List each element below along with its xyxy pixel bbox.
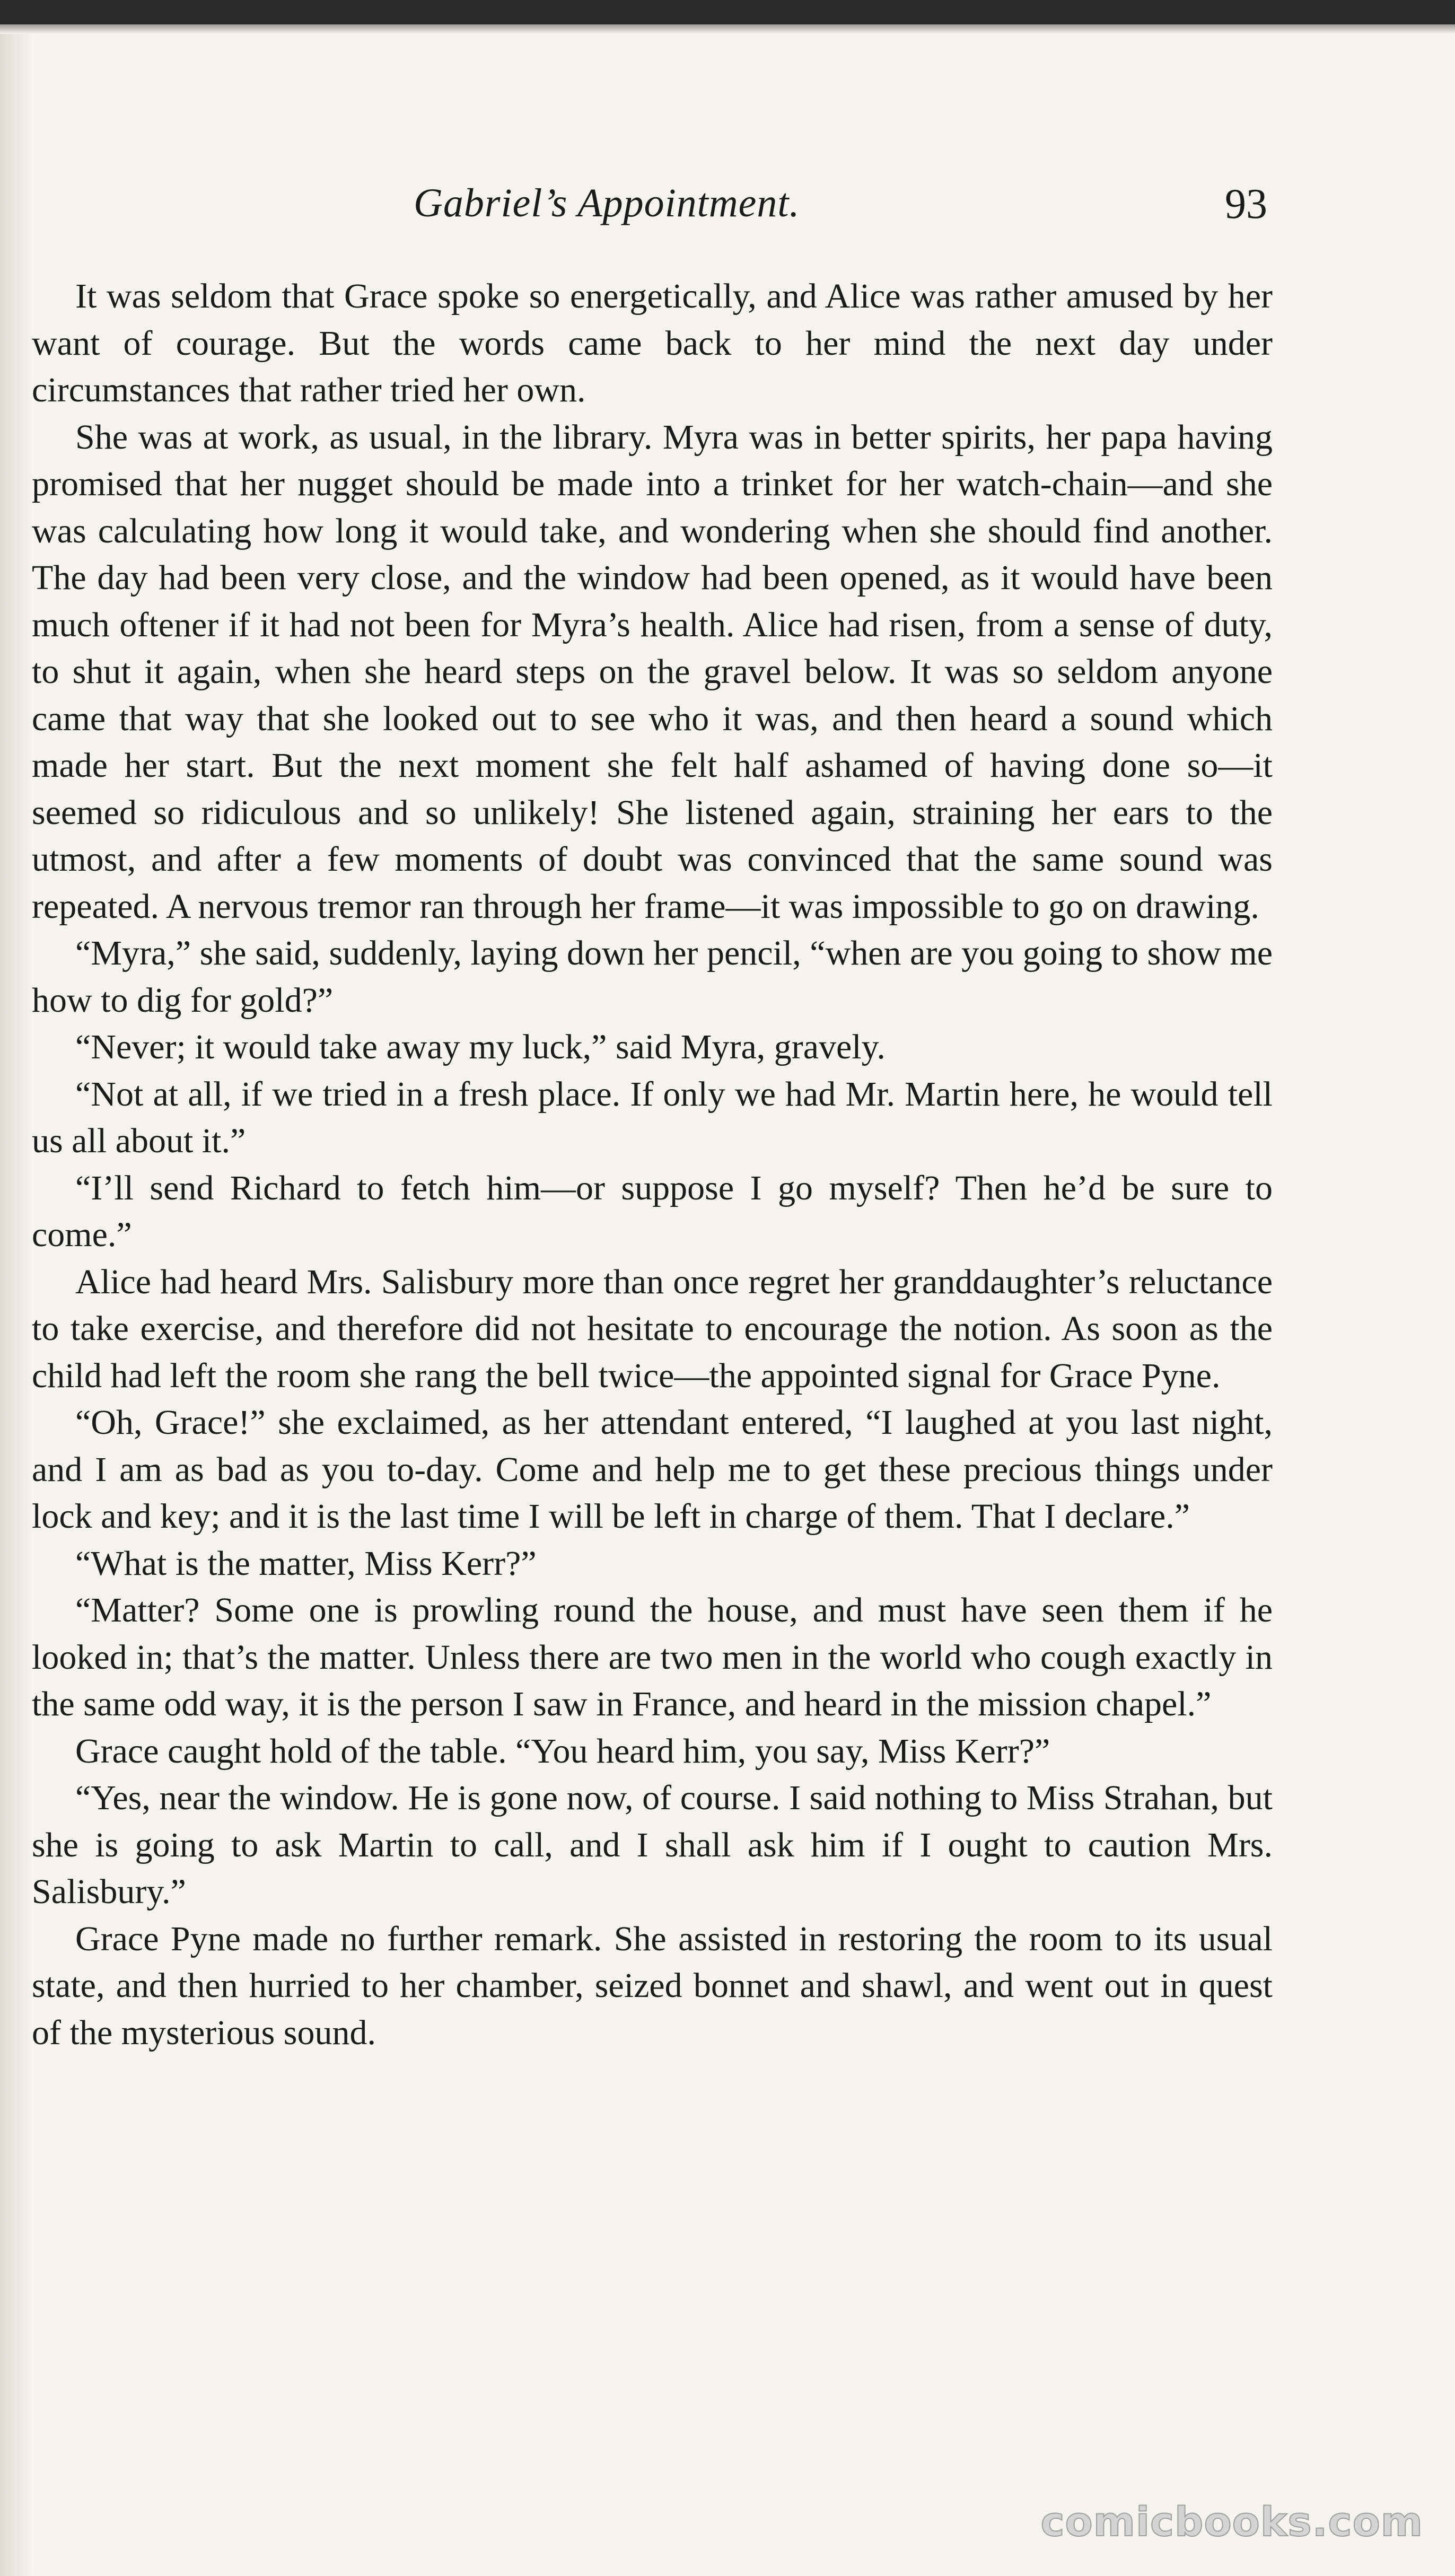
paragraph: “Matter? Some one is prowling round the house, and must have seen them if he looked in; that’s the matter. Unless there are two men in the world who cough exactly in the same odd way, it is the person I saw in France, and heard in the mission chapel.” [32, 1591, 1273, 1723]
paragraph: “Myra,” she said, suddenly, laying down her pencil, “when are you going to show me how to dig for gold?” [32, 934, 1273, 1020]
page-header [32, 180, 1267, 249]
paragraph: Grace Pyne made no further remark. She assisted in restoring the room to its usual state, and then hurried to her chamber, seized bonnet and shawl, and went out in quest of the mysterious sound. [32, 1919, 1273, 2052]
page-gutter-shade [0, 34, 32, 2576]
paragraph: Alice had heard Mrs. Salisbury more than once regret her granddaughter’s reluctance to take exercise, and therefore did not hesitate to encourage the notion. As soon as the child had left the room she rang the bell twice—the appointed signal for Grace Pyne. [32, 1262, 1273, 1395]
paragraph: “Never; it would take away my luck,” said Myra, gravely. [75, 1028, 886, 1066]
paragraph: “What is the matter, Miss Kerr?” [75, 1544, 537, 1583]
running-title: Gabriel’s Appointment. [414, 181, 800, 225]
page-number: 93 [1225, 181, 1267, 227]
paragraph: “I’ll send Richard to fetch him—or suppose I go myself? Then he’d be sure to come.” [32, 1168, 1273, 1254]
watermark: comicbooks.com [1040, 2498, 1423, 2545]
paragraph: It was seldom that Grace spoke so energetically, and Alice was rather amused by her want of courage. But the words came back to her mind the next day under circumstances that rather tried her own. [32, 277, 1273, 409]
paragraph: Grace caught hold of the table. “You heard him, you say, Miss Kerr?” [75, 1731, 1050, 1771]
paragraph: She was at work, as usual, in the library. Myra was in better spirits, her papa having promised that her nugget should be made into a trinket for her watch-chain—and she was calculating how long it would take, and wondering when she should find another. The day had been very close, and the window had been opened, as it would have been much oftener if it had not been for Myra’s health. Alice had risen, from a sense of duty, to shut it again, when she heard steps on the gravel below. It was so seldom anyone came that way that she looked out to see who it was, and then heard a sound which made her start. But the next moment she felt half ashamed of having done so—it seemed so ridiculous and so unlikely! She listened again, straining her ears to the utmost, and after a few moments of doubt was convinced that the same sound was repeated. A nervous tremor ran through her frame—it was impossible to go on drawing. [32, 417, 1273, 926]
body-text [32, 273, 1273, 2056]
scan-top-edge [0, 0, 1455, 24]
paragraph: “Yes, near the window. He is gone now, of course. I said nothing to Miss Strahan, but she is going to ask Martin to call, and I shall ask him if I ought to caution Mrs. Salisbury.” [32, 1778, 1273, 1911]
scan-edge-shadow [0, 24, 1455, 34]
paragraph: “Oh, Grace!” she exclaimed, as her attendant entered, “I laughed at you last night, and I am as bad as you to-day. Come and help me to get these precious things under lock and key; and it is the last time I will be left in charge of them. That I declare.” [32, 1403, 1273, 1536]
paragraph: “Not at all, if we tried in a fresh place. If only we had Mr. Martin here, he would tell us all about it.” [32, 1074, 1273, 1160]
